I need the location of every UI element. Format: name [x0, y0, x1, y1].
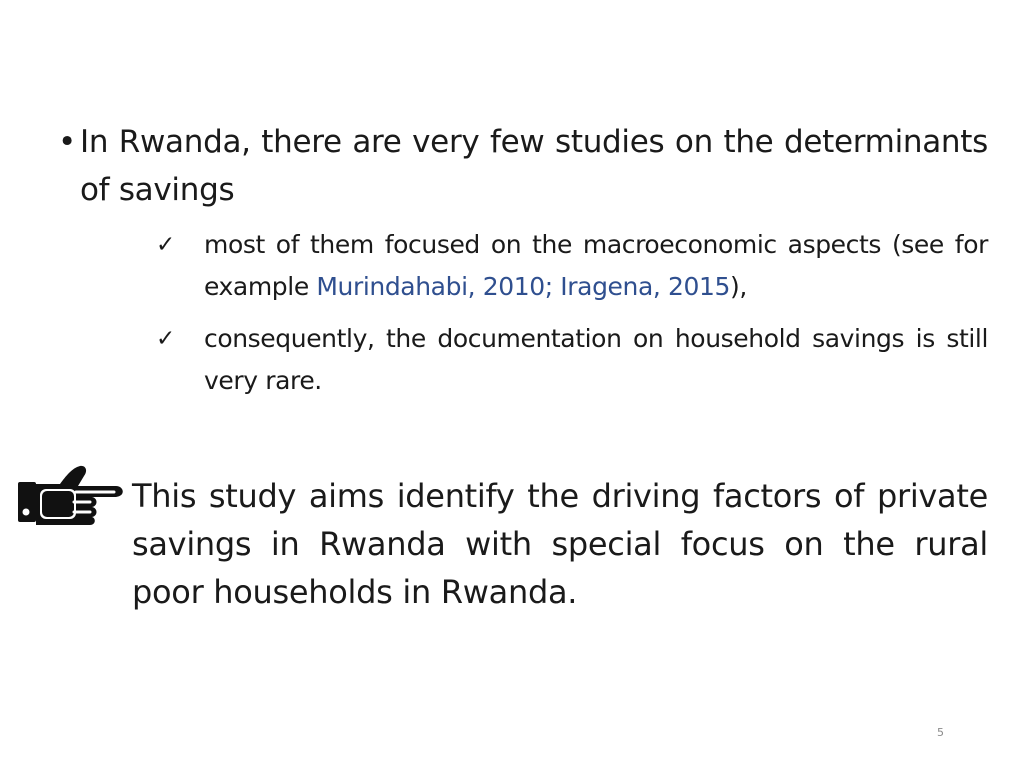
sub-bullet-text-start: consequently, the documentation on household savings is still very rare. [204, 324, 988, 395]
sub-bullet-text-start: most of them focused on the macroeconomic aspects (see for example [204, 230, 988, 301]
sub-bullet-item [156, 224, 988, 308]
slide-number: 5 [937, 726, 944, 739]
sub-bullet-item [156, 318, 988, 402]
sub-bullet-text [204, 224, 988, 308]
study-aim-text: This study aims identify the driving factors of private savings in Rwanda with special focus on the rural poor households in Rwanda. [132, 477, 988, 611]
sub-bullet-text-end: ), [730, 272, 747, 301]
pointing-hand-icon [16, 462, 128, 528]
sub-bullet-list [156, 224, 988, 412]
bullet-dot: • [58, 124, 77, 160]
main-bullet [58, 118, 988, 214]
reference-citation: Murindahabi, 2010; Iragena, 2015 [316, 272, 730, 301]
main-bullet-text: In Rwanda, there are very few studies on the determinants of savings [80, 124, 988, 208]
check-icon: ✓ [156, 232, 176, 258]
check-icon: ✓ [156, 326, 176, 352]
sub-bullet-text [204, 318, 988, 402]
